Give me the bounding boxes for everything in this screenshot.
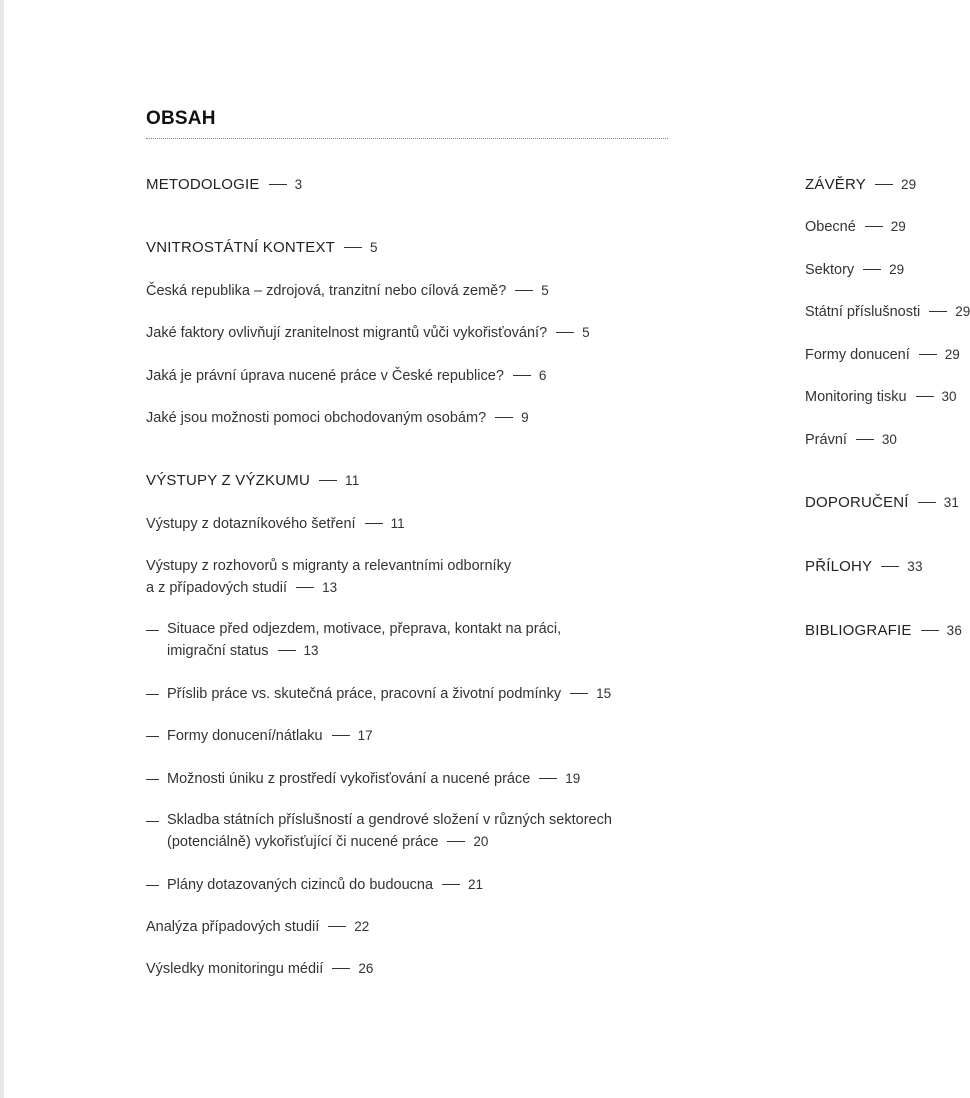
toc-entry-bibliografie[interactable] [805, 620, 962, 641]
dash [919, 354, 937, 355]
toc-entry-vnitrostatni-kontext[interactable] [146, 237, 378, 258]
entry-label: Jaká je právní úprava nucené práce v České republice? [146, 368, 504, 384]
dash [278, 650, 296, 651]
entry-label-line2: a z případových studií [146, 580, 288, 596]
dash [513, 375, 531, 376]
entry-label: Jaké jsou možnosti pomoci obchodovaným osobám? [146, 410, 487, 426]
page-number: 26 [358, 961, 374, 976]
toc-entry-sektory[interactable] [805, 259, 904, 281]
subitem-dash [146, 821, 159, 822]
dash [918, 502, 936, 503]
entry-label: Možnosti úniku z prostředí vykořisťování a nucené práce [167, 771, 531, 787]
dash [916, 396, 934, 397]
toc-entry-formy-donuceni[interactable] [167, 725, 373, 747]
heading-rule [146, 138, 668, 139]
dash [570, 693, 588, 694]
toc-entry-prislib-prace[interactable] [167, 683, 611, 705]
page-number: 9 [521, 410, 529, 425]
dash [875, 184, 893, 185]
entry-label-line1: Výstupy z rozhovorů s migranty a relevantními odborníky [146, 558, 512, 574]
page-number: 30 [881, 432, 897, 447]
dash [269, 184, 287, 185]
dash [556, 332, 574, 333]
toc-entry-doporuceni[interactable] [805, 492, 959, 513]
entry-label: BIBLIOGRAFIE [805, 622, 912, 639]
dash [856, 439, 874, 440]
toc-entry-metodologie[interactable] [146, 174, 302, 195]
toc-entry-prilohy[interactable] [805, 556, 923, 577]
dash [495, 417, 513, 418]
dash [447, 841, 465, 842]
dash [332, 968, 350, 969]
page-number: 29 [900, 177, 917, 192]
subitem-dash [146, 694, 159, 695]
toc-entry-rozhovory[interactable] [146, 556, 511, 599]
dash [328, 926, 346, 927]
entry-label: Jaké faktory ovlivňují zranitelnost migrantů vůči vykořisťování? [146, 325, 548, 341]
page-number: 5 [370, 240, 378, 255]
entry-label: Sektory [805, 262, 855, 278]
entry-label: ZÁVĚRY [805, 176, 866, 193]
page-number: 21 [468, 877, 484, 892]
entry-label: Monitoring tisku [805, 389, 907, 405]
dash [865, 226, 883, 227]
dash [539, 778, 557, 779]
entry-label: Právní [805, 432, 847, 448]
entry-label: Státní příslušnosti [805, 304, 921, 320]
dash [929, 311, 947, 312]
entry-label: DOPORUČENÍ [805, 494, 909, 511]
dash [365, 523, 383, 524]
subitem-dash [146, 885, 159, 886]
dash [442, 884, 460, 885]
page-number: 11 [390, 516, 405, 531]
dash [344, 247, 362, 248]
page-number: 29 [889, 262, 905, 277]
page-number: 3 [294, 177, 303, 192]
toc-entry-formy-donuceni-zavery[interactable] [805, 344, 960, 366]
dash [881, 566, 899, 567]
entry-label: VÝSTUPY Z VÝZKUMU [146, 472, 310, 489]
toc-entry-vystupy-z-vyzkumu[interactable] [146, 470, 359, 491]
dash [319, 480, 337, 481]
entry-label-line2: (potenciálně) vykořisťující či nucené práce [167, 834, 439, 850]
dash [921, 630, 939, 631]
page-number: 11 [344, 473, 360, 488]
page-number: 17 [357, 728, 373, 743]
entry-label-line1: Situace před odjezdem, motivace, přeprava, kontakt na práci, [167, 621, 562, 637]
entry-label: Formy donucení/nátlaku [167, 728, 323, 744]
page-number: 36 [946, 623, 963, 638]
entry-label-line2: imigrační status [167, 643, 269, 659]
page-number: 15 [596, 686, 612, 701]
toc-entry-plany[interactable] [167, 874, 483, 896]
toc-entry-zavery[interactable] [805, 174, 916, 195]
dash [296, 587, 314, 588]
page-number: 20 [473, 834, 489, 849]
entry-label: PŘÍLOHY [805, 558, 873, 575]
entry-label-line1: Skladba státních příslušností a gendrové složení v různých sektorech [167, 812, 612, 828]
toc-entry-dotaznikove-setreni[interactable] [146, 513, 405, 535]
toc-entry-analyza[interactable] [146, 916, 369, 938]
subitem-dash [146, 779, 159, 780]
entry-label: Příslib práce vs. skutečná práce, pracovní a životní podmínky [167, 686, 562, 702]
toc-entry-moznosti-uniku[interactable] [167, 768, 580, 790]
entry-label: METODOLOGIE [146, 176, 260, 193]
page-number: 19 [565, 771, 581, 786]
toc-entry-vysledky-monitoringu[interactable] [146, 958, 373, 980]
entry-label: Formy donucení [805, 347, 910, 363]
toc-entry-pravni-uprava[interactable] [146, 365, 546, 387]
page-number: 13 [322, 580, 338, 595]
entry-label: Plány dotazovaných cizinců do budoucna [167, 877, 434, 893]
page-number: 6 [538, 368, 547, 383]
entry-label: Analýza případových studií [146, 919, 320, 935]
entry-label: Výsledky monitoringu médií [146, 961, 324, 977]
entry-label: Česká republika – zdrojová, tranzitní nebo cílová země? [146, 283, 507, 299]
toc-entry-skladba[interactable] [167, 810, 612, 853]
toc-entry-statni-prislusnosti[interactable] [805, 301, 970, 323]
page-number: 29 [955, 304, 970, 319]
page-number: 33 [907, 559, 923, 574]
page-number: 5 [582, 325, 590, 340]
dash [332, 735, 350, 736]
toc-entry-pravni[interactable] [805, 429, 897, 451]
toc-entry-ceska-republika[interactable] [146, 280, 549, 302]
toc-entry-monitoring-tisku[interactable] [805, 386, 957, 408]
page-number: 31 [943, 495, 960, 510]
dash [863, 269, 881, 270]
toc-heading: OBSAH [146, 108, 216, 129]
page-number: 22 [354, 919, 370, 934]
subitem-dash [146, 630, 159, 631]
toc-entry-moznosti-pomoci[interactable] [146, 407, 529, 429]
page-left-edge [0, 0, 4, 1098]
toc-entry-obecne[interactable] [805, 216, 906, 238]
toc-entry-situace[interactable] [167, 619, 561, 662]
page-number: 29 [944, 347, 960, 362]
toc-entry-faktory[interactable] [146, 322, 590, 344]
subitem-dash [146, 736, 159, 737]
entry-label: Výstupy z dotazníkového šetření [146, 516, 356, 532]
entry-label: Obecné [805, 219, 856, 235]
entry-label: VNITROSTÁTNÍ KONTEXT [146, 239, 336, 256]
page-number: 5 [541, 283, 549, 298]
page-number: 29 [890, 219, 906, 234]
page-number: 30 [941, 389, 957, 404]
page-number: 13 [303, 643, 319, 658]
dash [515, 290, 533, 291]
